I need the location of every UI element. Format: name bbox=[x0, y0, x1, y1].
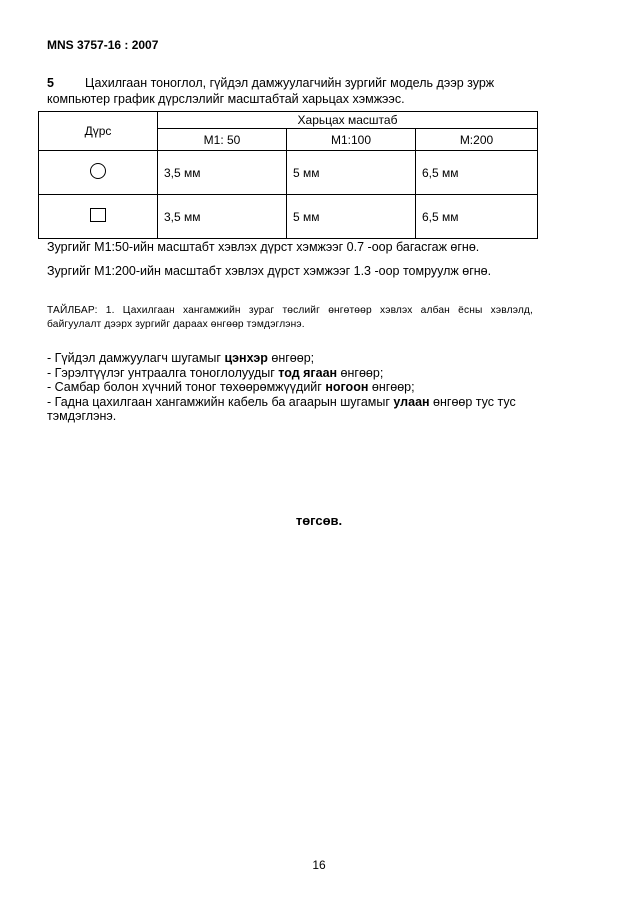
list-item: - Самбар болон хүчний тоног төхөөрөмжүүдийг ногоон өнгөөр; bbox=[47, 380, 415, 394]
table-row bbox=[39, 151, 538, 195]
table-cell: 6,5 мм bbox=[416, 195, 538, 239]
scale-m1-50: М1: 50 bbox=[158, 129, 287, 151]
scale-m1-200: М:200 bbox=[416, 129, 538, 151]
scale-header: Харьцах масштаб bbox=[158, 112, 538, 129]
scale-table bbox=[38, 111, 538, 239]
table-cell: 5 мм bbox=[287, 195, 416, 239]
list-item: - Гэрэлтүүлэг унтраалга тоноглолуудыг тод ягаан өнгөөр; bbox=[47, 365, 384, 380]
section-text: Цахилгаан тоноглол, гүйдэл дамжуулагчийн зургийг модель дээр зурж компьютер график дүрслэлийг масштабтай харьцах хэмжээс. bbox=[47, 76, 495, 106]
circle-symbol-cell bbox=[39, 151, 158, 195]
table-cell: 3,5 мм bbox=[158, 151, 287, 195]
note-m1-200: Зургийг М1:200-ийн масштабт хэвлэх дүрст хэмжээг 1.3 -оор томруулж өгнө. bbox=[47, 264, 492, 278]
square-symbol-cell bbox=[39, 195, 158, 239]
page-number: 16 bbox=[312, 858, 326, 872]
note-m1-50: Зургийг М1:50-ийн масштабт хэвлэх дүрст хэмжээг 0.7 -оор багасгаж өгнө. bbox=[47, 240, 480, 254]
shape-header: Дүрс bbox=[39, 112, 158, 151]
list-item: - Гадна цахилгаан хангамжийн кабель ба агаарын шугамыг улаан өнгөөр тус тус тэмдэглэнэ. bbox=[47, 394, 516, 423]
table-row bbox=[39, 195, 538, 239]
circle-icon bbox=[90, 163, 106, 179]
table-cell: 6,5 мм bbox=[416, 151, 538, 195]
square-icon bbox=[90, 208, 106, 222]
section-number: 5 bbox=[47, 76, 54, 90]
document-header: MNS 3757-16 : 2007 bbox=[47, 38, 159, 52]
scale-m1-100: М1:100 bbox=[287, 129, 416, 151]
list-item: - Гүйдэл дамжуулагч шугамыг цэнхэр өнгөөр; bbox=[47, 351, 315, 365]
table-cell: 5 мм bbox=[287, 151, 416, 195]
table-cell: 3,5 мм bbox=[158, 195, 287, 239]
color-bullet-list bbox=[47, 351, 537, 424]
section-5-paragraph bbox=[47, 75, 533, 107]
remark-paragraph: ТАЙЛБАР: 1. Цахилгаан хангамжийн зураг төслийг өнгөтөөр хэвлэх албан ёсны хэвлэлд, байгуулалт дээрх зургийг дараах өнгөөр тэмдэглэнэ. bbox=[47, 305, 533, 330]
end-text: төгсөв. bbox=[295, 513, 343, 528]
